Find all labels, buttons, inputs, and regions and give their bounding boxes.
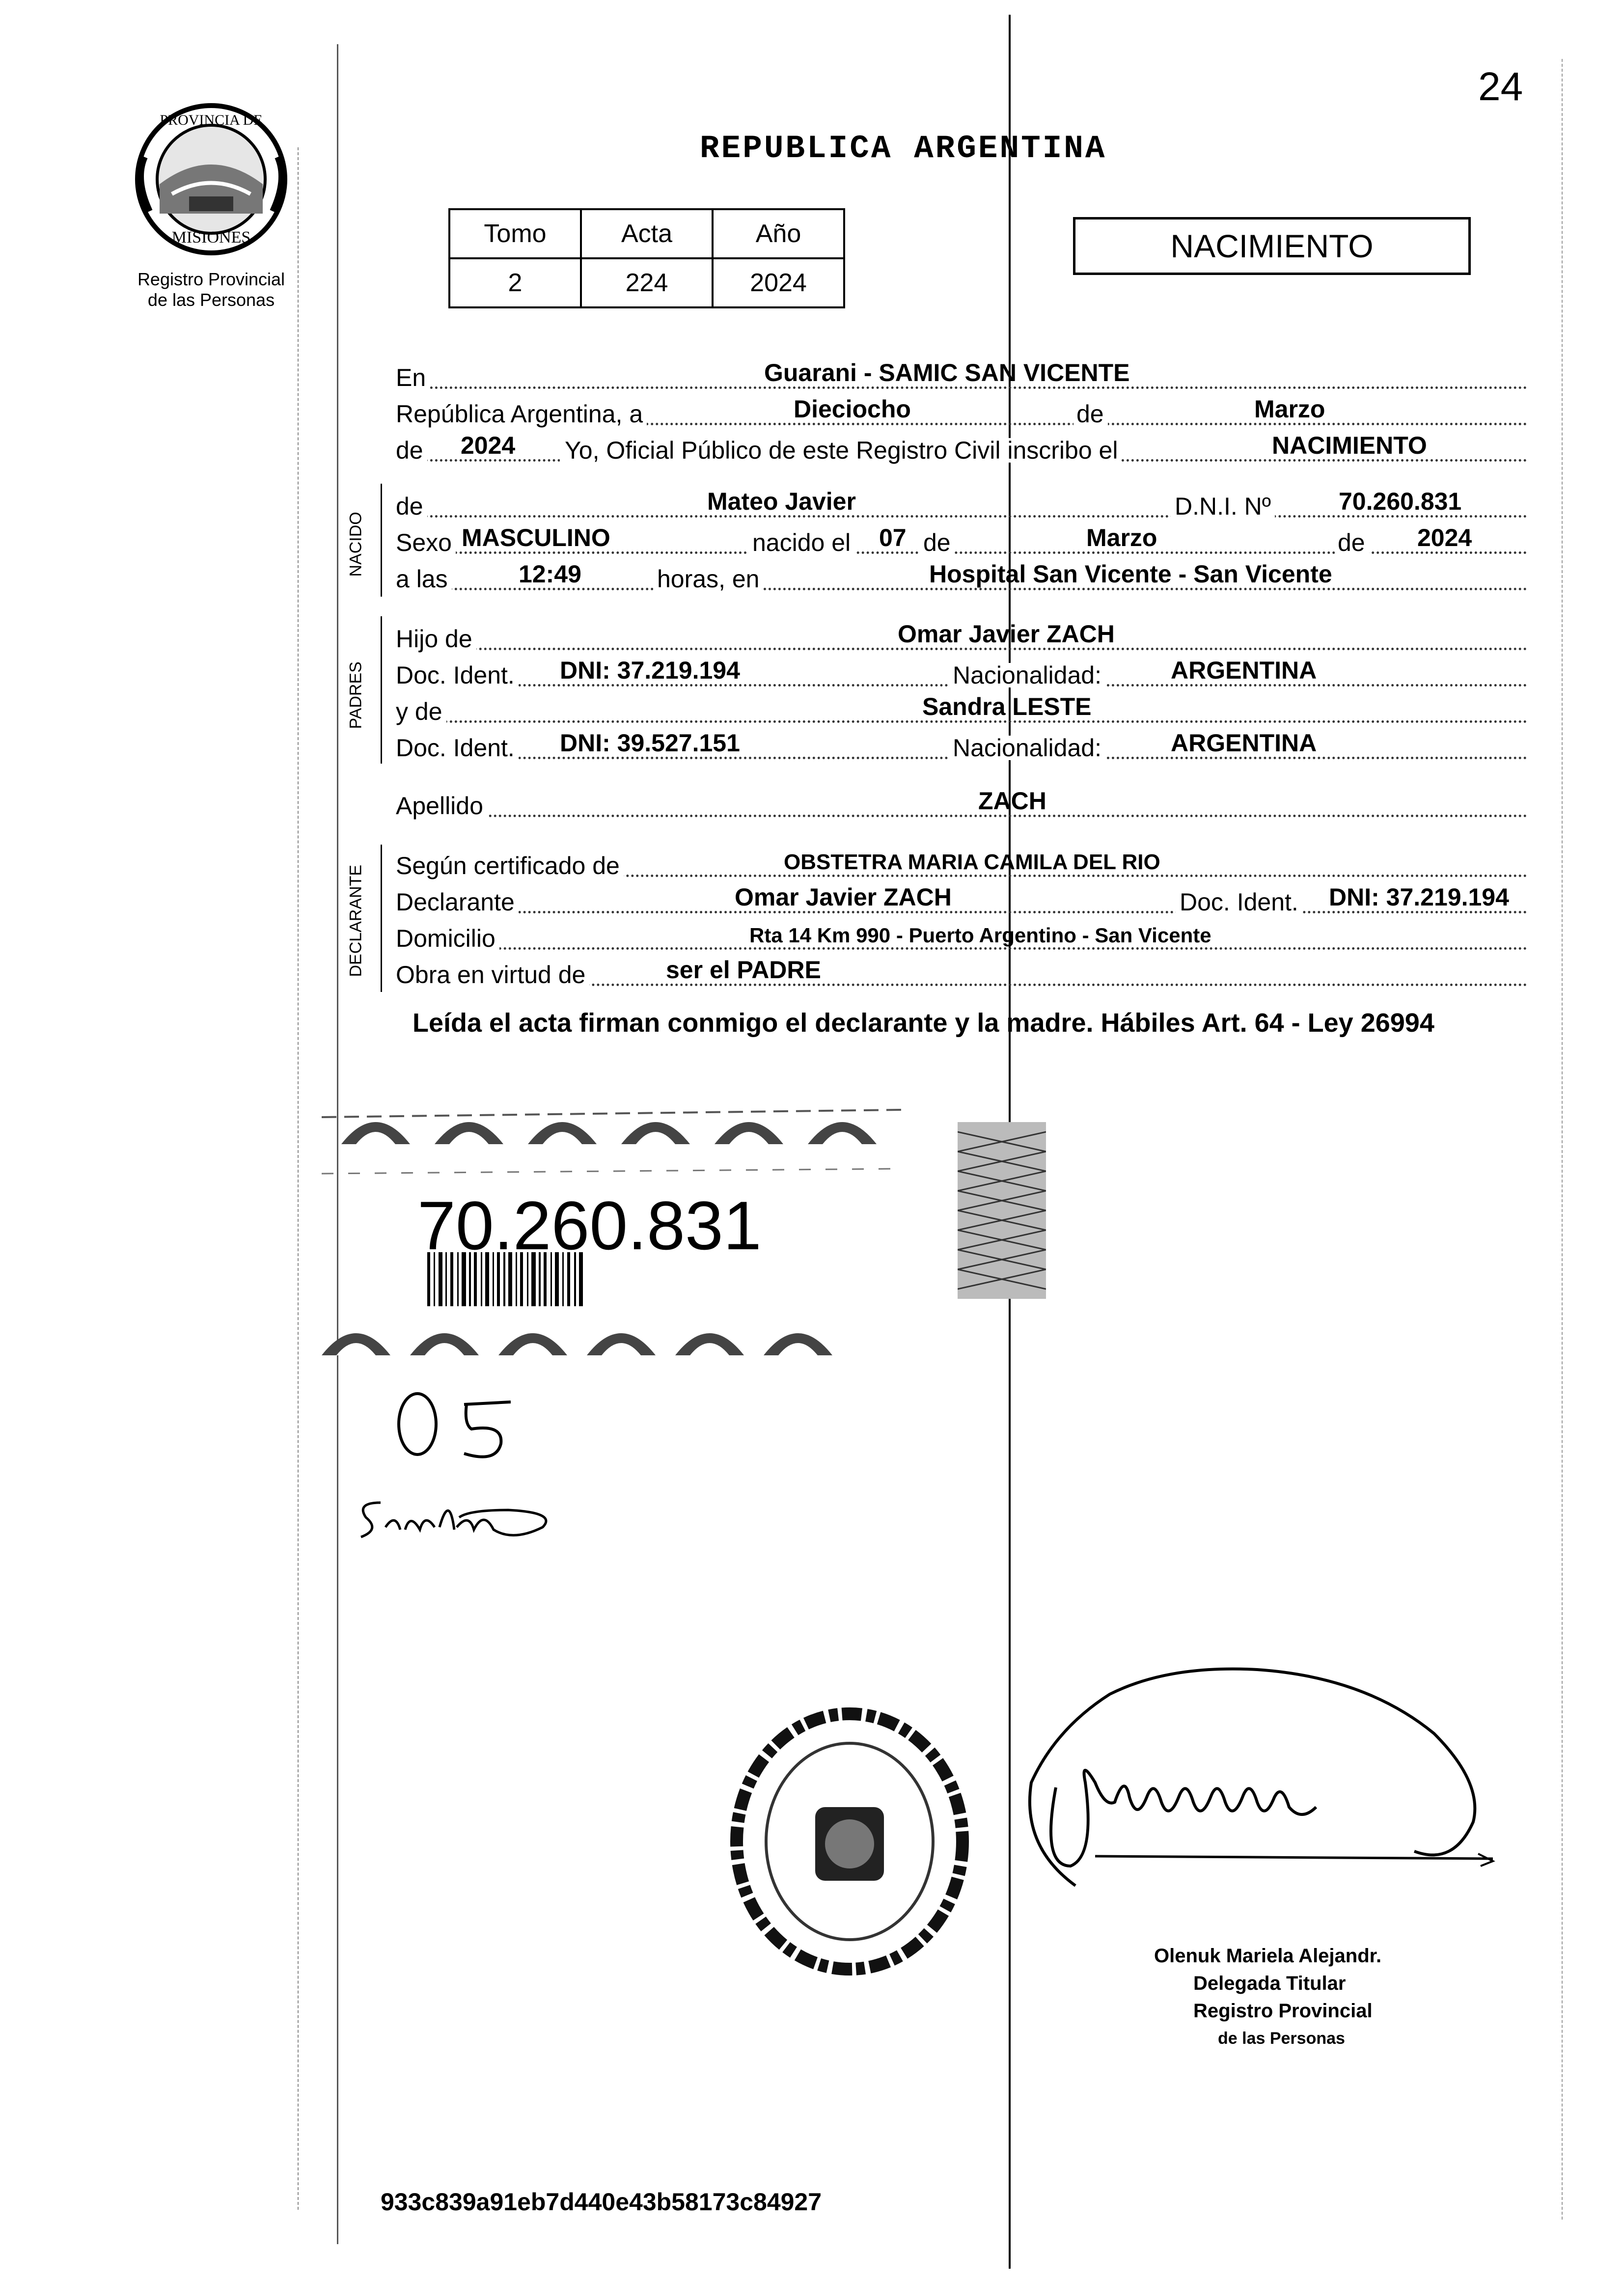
- logo-caption-line2: de las Personas: [147, 290, 275, 310]
- oficial-text: Yo, Oficial Público de este Registro Civil inscribo el: [560, 438, 1122, 463]
- anio-label: Año: [713, 209, 844, 258]
- de2-label: de: [396, 438, 427, 463]
- hijo-label: Hijo de: [396, 627, 476, 651]
- padre-doc-label: Doc. Ident.: [396, 663, 519, 687]
- registrar-office-line2: de las Personas: [1218, 2029, 1345, 2048]
- row-fecha-inscripcion: [396, 394, 1527, 430]
- dni-value: 70.260.831: [1339, 488, 1462, 515]
- row-certificado: [396, 846, 1527, 882]
- emblem-top-text: PROVINCIA DE: [160, 112, 263, 128]
- side-label-nacido: NACIDO: [346, 512, 365, 577]
- logo-caption-line1: Registro Provincial: [137, 269, 285, 289]
- decl-doc-value: DNI: 37.219.194: [1329, 883, 1509, 911]
- anio-value: 2024: [713, 258, 844, 307]
- padre-value: Omar Javier ZACH: [898, 620, 1115, 648]
- horas-label: horas, en: [653, 567, 763, 591]
- security-hologram: [958, 1122, 1046, 1299]
- padres-bracket: [381, 616, 382, 764]
- dia-value: Dieciocho: [794, 395, 911, 423]
- official-seal: [727, 1704, 972, 1979]
- nacido-label: nacido el: [748, 530, 854, 555]
- row-sexo-nacimiento: [396, 522, 1527, 559]
- row-hora-lugar: [396, 559, 1527, 595]
- padre-nac-value: ARGENTINA: [1171, 657, 1317, 684]
- domicilio-value: Rta 14 Km 990 - Puerto Argentino - San Vicente: [749, 924, 1211, 947]
- barcode-sticker: [322, 1090, 901, 1365]
- madre-doc-label: Doc. Ident.: [396, 736, 519, 760]
- apellido-value: ZACH: [978, 787, 1046, 815]
- barcode-number: 70.260.831: [417, 1187, 762, 1264]
- acta-value: 224: [581, 258, 713, 307]
- madre-nac-value: ARGENTINA: [1171, 729, 1317, 757]
- madre-nac-label: Nacionalidad:: [949, 736, 1105, 760]
- lugar-value: Hospital San Vicente - San Vicente: [929, 560, 1332, 588]
- row-declarante: [396, 882, 1527, 918]
- obra-value: ser el PADRE: [666, 956, 821, 984]
- declarante-value: Omar Javier ZACH: [735, 883, 952, 911]
- province-emblem: [130, 98, 292, 260]
- tomo-value: 2: [449, 258, 581, 307]
- logo-caption: [118, 269, 304, 310]
- right-margin-line: [1562, 59, 1563, 2220]
- a-las-label: a las: [396, 567, 452, 591]
- nac-de-label: de: [920, 530, 955, 555]
- nombre-value: Mateo Javier: [707, 488, 856, 515]
- segun-label: Según certificado de: [396, 853, 624, 878]
- de3-label: de: [396, 494, 427, 519]
- nac-anio-value: 2024: [1417, 524, 1472, 551]
- row-inscribo: [396, 430, 1527, 467]
- registrar-office: Registro Provincial: [1193, 2000, 1373, 2022]
- registrar-signature: [1012, 1660, 1503, 1905]
- madre-doc-value: DNI: 39.527.151: [560, 729, 740, 757]
- page-number: 24: [1478, 64, 1523, 109]
- row-nombre: [396, 486, 1527, 522]
- row-obra: [396, 955, 1527, 991]
- dni-label: D.N.I. Nº: [1171, 494, 1275, 519]
- inscribo-value: NACIMIENTO: [1272, 432, 1427, 459]
- mes-value: Marzo: [1254, 395, 1325, 423]
- row-domicilio: [396, 918, 1527, 955]
- en-value: Guarani - SAMIC SAN VICENTE: [764, 359, 1130, 386]
- en-label: En: [396, 365, 430, 390]
- handwritten-mark: [390, 1385, 528, 1468]
- registrar-stamp: [1144, 1942, 1488, 2052]
- row-apellido: [396, 786, 1527, 822]
- padre-nac-label: Nacionalidad:: [949, 663, 1105, 687]
- registrar-name: Olenuk Mariela Alejandr.: [1154, 1945, 1382, 1967]
- hora-value: 12:49: [519, 560, 581, 588]
- nac-de2-label: de: [1335, 530, 1369, 555]
- registrar-title: Delegada Titular: [1193, 1973, 1346, 1994]
- sexo-value: MASCULINO: [462, 524, 610, 551]
- side-label-padres: PADRES: [346, 661, 365, 729]
- acta-label: Acta: [581, 209, 713, 258]
- emblem-bottom-text: MISIONES: [171, 228, 251, 247]
- obra-label: Obra en virtud de: [396, 962, 589, 987]
- anio-inscripcion-value: 2024: [461, 432, 516, 459]
- madre-value: Sandra LESTE: [922, 693, 1092, 720]
- domicilio-label: Domicilio: [396, 926, 499, 951]
- row-padre-doc: [396, 655, 1527, 691]
- row-en: [396, 357, 1527, 394]
- row-madre: [396, 691, 1527, 728]
- de-label: de: [1073, 402, 1108, 426]
- document-hash: 933c839a91eb7d440e43b58173c84927: [381, 2188, 822, 2216]
- side-label-declarante: DECLARANTE: [346, 864, 365, 977]
- nac-dia-value: 07: [879, 524, 907, 551]
- nacido-bracket: [381, 484, 382, 597]
- left-margin-line-2: [298, 147, 299, 2210]
- decl-doc-label: Doc. Ident.: [1176, 890, 1302, 914]
- row-padre: [396, 619, 1527, 655]
- closing-note: Leída el acta firman conmigo el declarante y la madre. Hábiles Art. 64 - Ley 26994: [413, 1008, 1434, 1038]
- document-title: REPUBLICA ARGENTINA: [700, 130, 1107, 167]
- declarante-bracket: [381, 845, 382, 992]
- apellido-label: Apellido: [396, 794, 487, 818]
- nac-mes-value: Marzo: [1086, 524, 1157, 551]
- tomo-label: Tomo: [449, 209, 581, 258]
- declarante-label: Declarante: [396, 890, 519, 914]
- certificado-value: OBSTETRA MARIA CAMILA DEL RIO: [784, 850, 1160, 874]
- mother-signature: [351, 1483, 557, 1547]
- row-madre-doc: [396, 728, 1527, 764]
- document-type-box: NACIMIENTO: [1073, 217, 1471, 275]
- sexo-label: Sexo: [396, 530, 456, 555]
- padre-doc-value: DNI: 37.219.194: [560, 657, 740, 684]
- yde-label: y de: [396, 699, 446, 724]
- reference-table: [448, 208, 845, 308]
- republica-label: República Argentina, a: [396, 402, 647, 426]
